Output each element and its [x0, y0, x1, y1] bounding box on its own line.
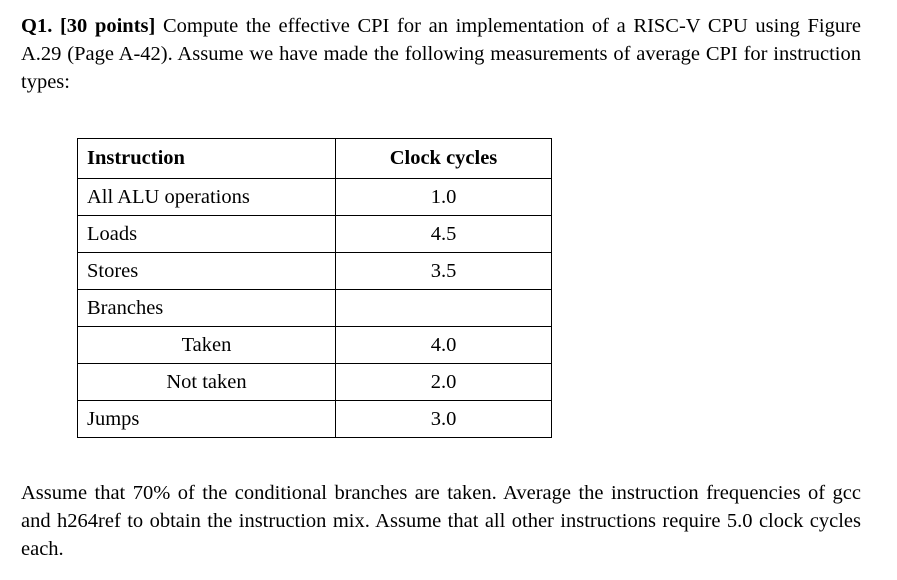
instruction-cell: Loads [78, 216, 336, 253]
cycles-cell: 2.0 [336, 364, 552, 401]
instruction-cell: Not taken [78, 364, 336, 401]
table-row [78, 290, 552, 327]
instruction-cell: Taken [78, 327, 336, 364]
header-instruction: Instruction [78, 139, 336, 179]
cycles-cell: 3.5 [336, 253, 552, 290]
cpi-table [77, 138, 552, 438]
table-row [78, 401, 552, 438]
instruction-cell: Stores [78, 253, 336, 290]
question-paragraph [21, 12, 861, 96]
instruction-cell: All ALU operations [78, 179, 336, 216]
table-header-row [78, 139, 552, 179]
assumption-paragraph: Assume that 70% of the conditional branches are taken. Average the instruction frequencies of gcc and h264ref to obtain the instruction mix. Assume that all other instructions require 5.0 clock cycles each. [21, 482, 861, 560]
instruction-cell: Branches [78, 290, 336, 327]
header-clock-cycles: Clock cycles [336, 139, 552, 179]
table-row [78, 327, 552, 364]
table-row [78, 179, 552, 216]
cycles-cell [336, 290, 552, 327]
cycles-cell: 4.5 [336, 216, 552, 253]
instruction-cell: Jumps [78, 401, 336, 438]
cycles-cell: 1.0 [336, 179, 552, 216]
cycles-cell: 3.0 [336, 401, 552, 438]
cycles-cell: 4.0 [336, 327, 552, 364]
question-text: Compute the effective CPI for an implementation of a RISC-V CPU using Figure A.29 (Page A-42). Assume we have made the following measurements of average CPI for instruction types: [21, 15, 862, 93]
question-number: Q1. [30 points] [21, 15, 156, 37]
table-row [78, 253, 552, 290]
table-row [78, 216, 552, 253]
table-row [78, 364, 552, 401]
